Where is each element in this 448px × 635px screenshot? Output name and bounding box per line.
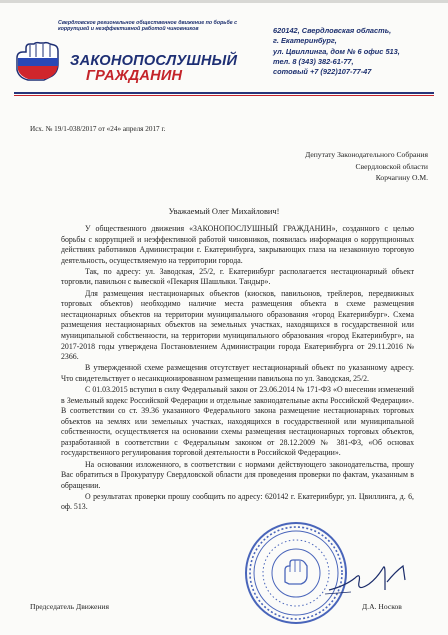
fist-logo-icon [14, 40, 62, 84]
scan-edge [0, 0, 448, 3]
address-line: сотовый +7 (922)107-77-47 [273, 67, 372, 77]
body-paragraph: С 01.03.2015 вступил в силу Федеральный закон от 23.06.2014 № 171-ФЗ «О внесении изменений в Земельный кодекс Российской Федерации и отдельные законодательные акты Российской Федерации». В соответствии со ст. 39.36 указанного Федерального закона размещение нестационарных торговых объектов на землях или земельных участках, находящихся в государственной или муниципальной собственности, осуществляется на основании схемы размещения нестационарных торговых объектов, разработанной в соответствии с Федеральным законом от 28.12.2009 № 381-ФЗ, «Об основах государственного регулирования торговой деятельности в Российской Федерации». [61, 384, 414, 458]
addressee-line: Корчагину О.М. [375, 173, 428, 182]
letterhead-org-name: Свердловское региональное общественное движение по борьбе с коррупцией и неэффективной работой чиновников [58, 20, 238, 33]
addressee-line: Свердловской области [355, 161, 428, 171]
body-paragraph: На основании изложенного, в соответствии с нормами действующего законодательства, прошу Вас обратиться в Прокуратуру Свердловской области для проведения проверки по фактам, указанным в обращении. [61, 459, 414, 490]
letter-body [61, 224, 414, 514]
signatory-position: Председатель Движения [30, 602, 109, 611]
letterhead-address [273, 26, 448, 77]
body-paragraph: В утвержденной схеме размещения отсутствует нестационарный объект по указанному адресу. Что свидетельствует о несанкционированном размещении павильона по ул. Заводская, 25/2. [61, 363, 414, 383]
address-line: г. Екатеринбург, [273, 36, 337, 46]
outgoing-reference: Исх. № 19/1-038/2017 от «24» апреля 2017 г. [30, 125, 166, 133]
body-paragraph: Для размещения нестационарных объектов (киосков, павильонов, трейлеров, передвижных торговых объектов) необходимо наличие места размещения объекта в схеме размещения нестационарных объектов на территории муниципального образования «город Екатеринбург». Схема размещения нестационарных объектов на земельных участках, находящихся в государственной или муниципальной собственности, на территории муниципального образования «город Екатеринбург», на 2017-2018 годы утверждена Постановлением Администрации города Екатеринбурга от 29.11.2016 № 2366. [61, 288, 414, 362]
body-paragraph: Так, по адресу: ул. Заводская, 25/2, г. Екатеринбург располагается нестационарный объект торговли, павильон с вывеской «Пекарня Шашлыки. Тандыр». [61, 266, 414, 287]
letterhead-title-line2: ГРАЖДАНИН [86, 68, 183, 84]
signatory-name: Д.А. Носков [362, 602, 402, 611]
letterhead-title [70, 54, 260, 84]
letterhead-title-line1: ЗАКОНОПОСЛУШНЫЙ [70, 53, 238, 69]
letterhead-rule-red [14, 95, 434, 96]
letterhead-rule-blue [14, 92, 434, 94]
body-paragraph: О результатах проверки прошу сообщить по адресу: 620142 г. Екатеринбург, ул. Цвиллинга, д. 6, оф. 513. [61, 491, 414, 512]
body-paragraph: У общественного движения «ЗАКОНОПОСЛУШНЫЙ ГРАЖДАНИН», созданного с целью борьбы с коррупцией и неэффективной работой чиновников, появилась информация о коррупционных действиях работников Администрации г. Екатеринбурга, закрывающих глаза на незаконную торговую деятельность, осуществляемую на территории города. [61, 224, 414, 265]
salutation: Уважаемый Олег Михайлович! [168, 207, 280, 216]
address-line: 620142, Свердловская область, [273, 26, 392, 35]
addressee-block [268, 149, 428, 184]
address-line: ул. Цвиллинга, дом № 6 офис 513, [273, 46, 400, 56]
address-line: тел. 8 (343) 382-61-77, [273, 56, 354, 66]
addressee-line: Депутату Законодательного Собрания [305, 150, 428, 159]
handwritten-signature [325, 560, 420, 598]
